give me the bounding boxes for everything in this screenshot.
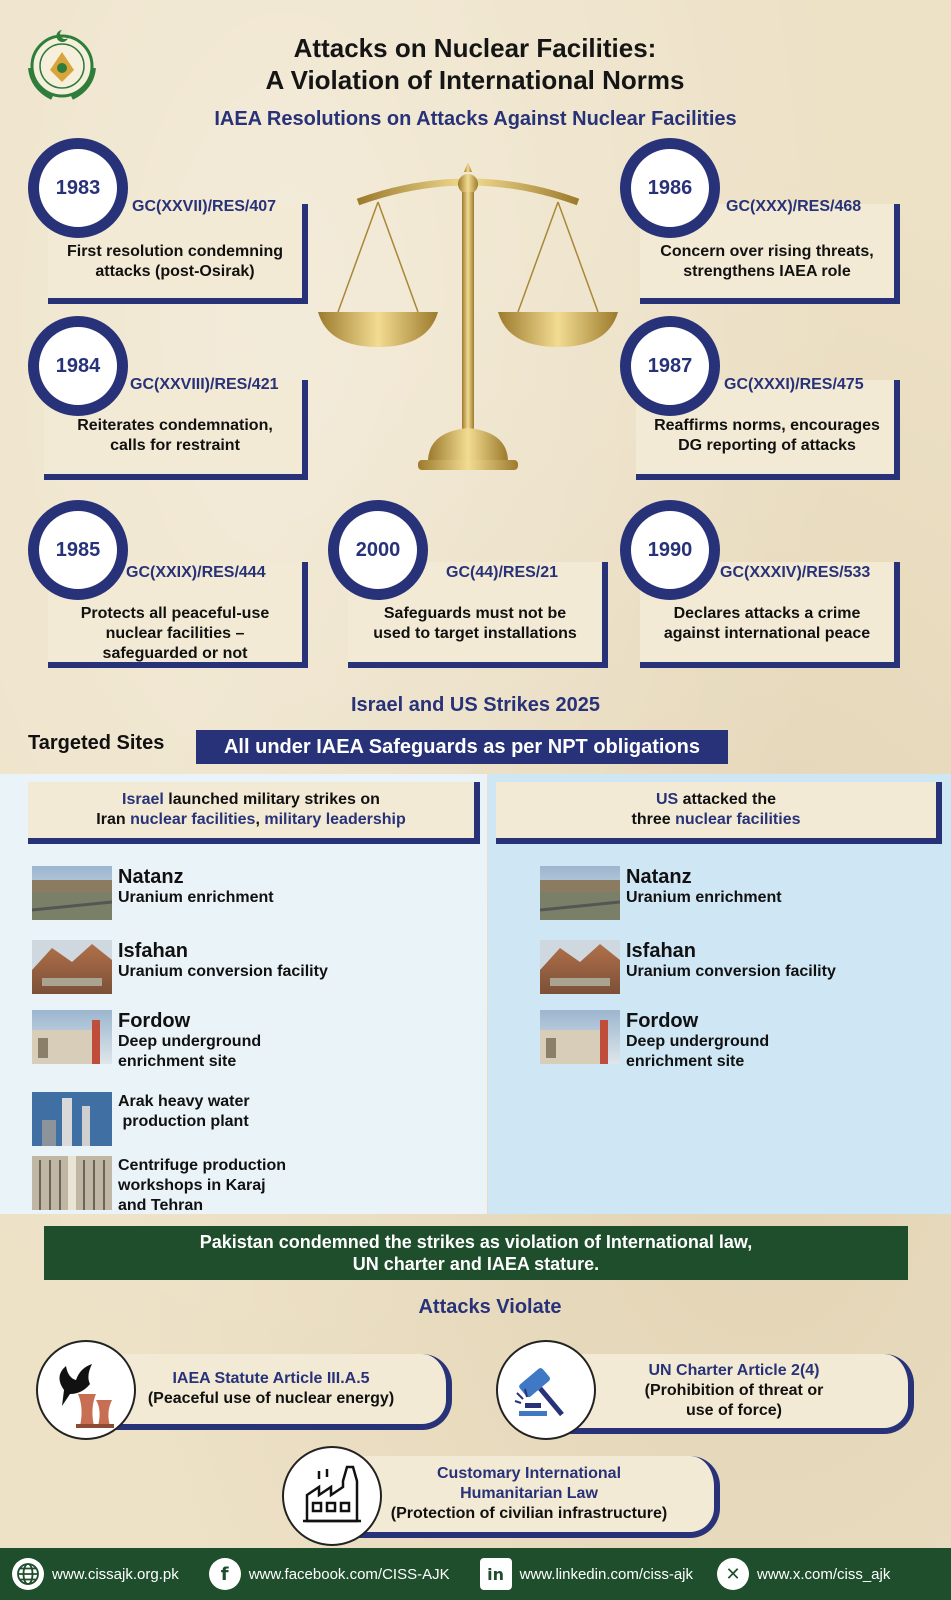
centrifuge-photo-icon xyxy=(32,1156,112,1210)
site-description: production plant xyxy=(118,1113,249,1130)
year-badge: 1984 xyxy=(28,316,128,416)
header-text: attacked the xyxy=(678,791,777,808)
footer-bar xyxy=(0,1548,951,1600)
violation-heading: UN Charter Article 2(4) xyxy=(648,1362,820,1379)
site-description: Arak heavy water xyxy=(118,1093,250,1110)
resolution-card-1986 xyxy=(620,138,900,308)
us-header xyxy=(496,782,942,844)
site-description: Uranium conversion facility xyxy=(118,963,328,980)
linkedin-icon: in xyxy=(480,1558,512,1590)
resolution-code: GC(44)/RES/21 xyxy=(446,564,559,581)
israel-site-arak xyxy=(32,1092,250,1146)
desc-line: safeguarded or not xyxy=(102,645,248,662)
footer-x-text: www.x.com/ciss_ajk xyxy=(757,1565,891,1583)
targeted-sites-label: Targeted Sites xyxy=(28,732,165,754)
violation-detail: use of force) xyxy=(685,1402,782,1419)
desc-line: strengthens IAEA role xyxy=(683,263,851,280)
us-site-isfahan xyxy=(540,940,836,994)
resolutions-subtitle: IAEA Resolutions on Attacks Against Nuclear Facilities xyxy=(214,108,737,130)
resolution-code: GC(XXXI)/RES/475 xyxy=(724,376,864,393)
israel-site-fordow xyxy=(32,1010,261,1072)
globe-icon xyxy=(12,1558,44,1590)
desc-line: used to target installations xyxy=(373,625,577,642)
year-badge: 1985 xyxy=(28,500,128,600)
site-description: Uranium conversion facility xyxy=(626,963,836,980)
resolution-card-2000 xyxy=(328,500,608,672)
year-badge: 1986 xyxy=(620,138,720,238)
resolution-code: GC(XXIX)/RES/444 xyxy=(126,564,266,581)
footer-website-text: www.cissajk.org.pk xyxy=(52,1565,179,1583)
fordow-photo-icon xyxy=(540,1010,620,1064)
site-description: workshops in Karaj xyxy=(118,1177,266,1194)
pakistan-condemnation-banner xyxy=(44,1226,908,1280)
resolution-description xyxy=(636,416,898,456)
desc-line: DG reporting of attacks xyxy=(678,437,856,454)
site-description: Uranium enrichment xyxy=(118,889,274,906)
desc-line: nuclear facilities – xyxy=(105,625,245,642)
site-name: Natanz xyxy=(626,866,692,888)
footer-website-link[interactable] xyxy=(12,1558,179,1590)
footer-x-link[interactable] xyxy=(717,1558,890,1590)
natanz-photo-icon xyxy=(540,866,620,920)
resolution-card-1987 xyxy=(620,316,900,486)
resolution-card-1985 xyxy=(28,500,308,672)
israel-header xyxy=(28,782,480,844)
violation-heading: Humanitarian Law xyxy=(460,1485,598,1502)
header-text: , xyxy=(255,811,265,828)
footer-linkedin-text: www.linkedin.com/ciss-ajk xyxy=(519,1565,693,1583)
strikes-title: Israel and US Strikes 2025 xyxy=(350,694,601,716)
desc-line: Concern over rising threats, xyxy=(660,243,874,260)
title-line-1: Attacks on Nuclear Facilities: xyxy=(293,33,657,63)
arak-photo-icon xyxy=(32,1092,112,1146)
violation-detail: (Peaceful use of nuclear energy) xyxy=(147,1390,395,1407)
header-text: Iran xyxy=(96,811,131,828)
resolution-code: GC(XXVIII)/RES/421 xyxy=(130,376,279,393)
site-description: enrichment site xyxy=(626,1053,745,1070)
isfahan-photo-icon xyxy=(540,940,620,994)
site-name: Isfahan xyxy=(626,940,697,962)
site-description: and Tehran xyxy=(118,1197,204,1214)
facebook-icon: f xyxy=(209,1558,241,1590)
fordow-photo-icon xyxy=(32,1010,112,1064)
footer-linkedin-link[interactable] xyxy=(480,1558,693,1590)
desc-line: First resolution condemning xyxy=(66,243,283,260)
resolution-card-1984 xyxy=(28,316,308,486)
resolution-code: GC(XXXIV)/RES/533 xyxy=(720,564,871,581)
gavel-icon xyxy=(496,1340,596,1440)
header-text: launched military strikes on xyxy=(163,791,380,808)
desc-line: Protects all peaceful-use xyxy=(80,605,270,622)
banner-line: UN charter and IAEA stature. xyxy=(352,1254,600,1274)
desc-line: Reaffirms norms, encourages xyxy=(654,417,880,434)
violation-un-charter xyxy=(560,1354,914,1434)
year-badge: 1983 xyxy=(28,138,128,238)
title-line-2: A Violation of International Norms xyxy=(265,65,685,95)
isfahan-photo-icon xyxy=(32,940,112,994)
desc-line: Declares attacks a crime xyxy=(673,605,861,622)
header-highlight: nuclear facilities xyxy=(130,811,256,828)
header-text: three xyxy=(631,811,676,828)
resolution-card-1990 xyxy=(620,500,900,672)
attacks-violate-title: Attacks Violate xyxy=(418,1296,562,1318)
year-badge: 1987 xyxy=(620,316,720,416)
violation-detail: (Protection of civilian infrastructure) xyxy=(390,1505,668,1522)
desc-line: attacks (post-Osirak) xyxy=(95,263,255,280)
violation-heading: Customary International xyxy=(436,1465,622,1482)
resolution-description xyxy=(48,242,302,282)
violation-heading: IAEA Statute Article III.A.5 xyxy=(172,1370,370,1387)
us-site-fordow xyxy=(540,1010,769,1072)
us-label: US xyxy=(655,791,679,808)
desc-line: against international peace xyxy=(663,625,871,642)
resolution-description xyxy=(640,604,894,644)
violation-humanitarian-law xyxy=(344,1456,720,1538)
site-name: Natanz xyxy=(118,866,184,888)
natanz-photo-icon xyxy=(32,866,112,920)
desc-line: Safeguards must not be xyxy=(383,605,567,622)
resolution-description xyxy=(48,416,302,456)
site-name: Fordow xyxy=(118,1010,191,1032)
footer-facebook-link[interactable] xyxy=(209,1558,450,1590)
site-description: Deep underground xyxy=(118,1033,262,1050)
header-highlight: nuclear facilities xyxy=(675,811,801,828)
violation-detail: (Prohibition of threat or xyxy=(644,1382,824,1399)
header-highlight: military leadership xyxy=(264,811,406,828)
violation-iaea-statute xyxy=(96,1354,452,1430)
ciss-logo-icon xyxy=(22,24,102,104)
site-description: Deep underground xyxy=(626,1033,770,1050)
resolution-card-1983 xyxy=(28,138,308,308)
year-badge: 2000 xyxy=(328,500,428,600)
site-name: Fordow xyxy=(626,1010,699,1032)
resolution-description xyxy=(640,242,894,282)
year-badge: 1990 xyxy=(620,500,720,600)
site-name: Isfahan xyxy=(118,940,189,962)
resolution-description xyxy=(48,604,302,664)
factory-icon xyxy=(282,1446,382,1546)
israel-site-natanz xyxy=(32,866,274,920)
site-description: Uranium enrichment xyxy=(626,889,782,906)
scales-of-justice-icon xyxy=(318,162,618,492)
site-description: enrichment site xyxy=(118,1053,237,1070)
resolution-code: GC(XXX)/RES/468 xyxy=(726,198,862,215)
banner-line: Pakistan condemned the strikes as violation of International law, xyxy=(199,1232,753,1252)
footer-facebook-text: www.facebook.com/CISS-AJK xyxy=(248,1565,450,1583)
site-description: Centrifuge production xyxy=(118,1157,286,1174)
israel-site-isfahan xyxy=(32,940,328,994)
resolution-description xyxy=(348,604,602,644)
page-title xyxy=(200,32,750,96)
resolution-code: GC(XXVII)/RES/407 xyxy=(132,198,277,215)
dove-cooling-tower-icon xyxy=(36,1340,136,1440)
desc-line: calls for restraint xyxy=(110,437,240,454)
x-icon: ✕ xyxy=(717,1558,749,1590)
israel-site-centrifuge-workshops xyxy=(32,1156,286,1216)
desc-line: Reiterates condemnation, xyxy=(77,417,273,434)
safeguards-banner: All under IAEA Safeguards as per NPT obligations xyxy=(196,730,728,764)
israel-label: Israel xyxy=(122,791,164,808)
us-site-natanz xyxy=(540,866,782,920)
